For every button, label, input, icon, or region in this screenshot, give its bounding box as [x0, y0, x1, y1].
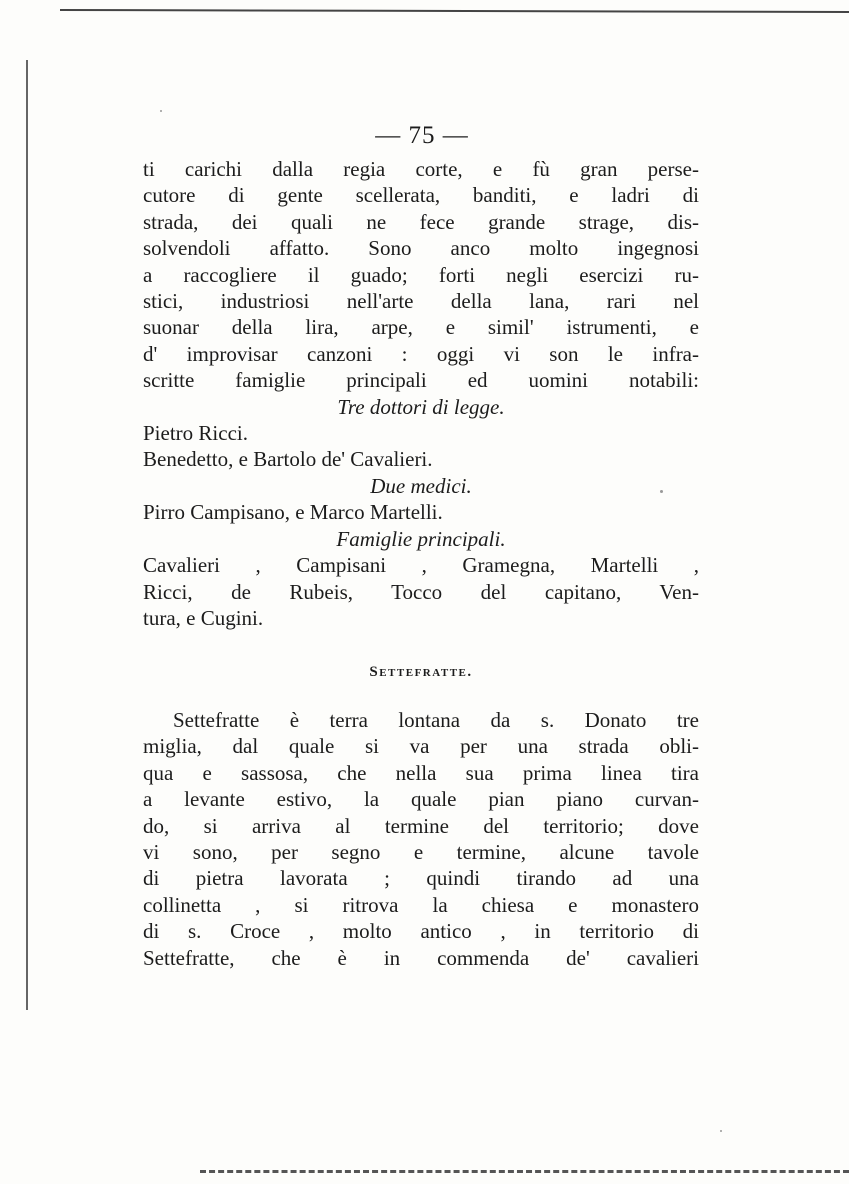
text-line: di s. Croce , molto antico , in territorio di — [143, 919, 699, 944]
text-line: Cavalieri , Campisani , Gramegna, Martelli , — [143, 553, 699, 578]
text-line: cutore di gente scellerata, banditi, e ladri di — [143, 183, 699, 208]
subheading-families: Famiglie principali. — [336, 526, 506, 551]
subheading-physicians: Due medici. — [370, 473, 472, 498]
text-line: strada, dei quali ne fece grande strage, dis- — [143, 209, 699, 234]
text-line: solvendoli affatto. Sono anco molto ingegnosi — [143, 236, 699, 261]
text-line: collinetta , si ritrova la chiesa e monastero — [143, 892, 699, 917]
top-rule — [60, 9, 849, 13]
text-line: Settefratte è terra lontana da s. Donato tre — [173, 708, 699, 732]
body-text — [143, 156, 699, 631]
text-line: miglia, dal quale si va per una strada obli- — [143, 734, 699, 759]
text-line: Ricci, de Rubeis, Tocco del capitano, Ven- — [143, 579, 699, 604]
text-line: qua e sassosa, che nella sua prima linea tira — [143, 760, 699, 785]
text-line: scritte famiglie principali ed uomini notabili: — [143, 368, 699, 393]
text-line: a levante estivo, la quale pian piano curvan- — [143, 787, 699, 812]
text-line: vi sono, per segno e termine, alcune tavole — [143, 840, 699, 865]
text-line: Settefratte, che è in commenda de' cavalieri — [143, 945, 699, 970]
text-line: di pietra lavorata ; quindi tirando ad una — [143, 866, 699, 891]
text-line: tura, e Cugini. — [143, 605, 264, 630]
text-line: do, si arriva al termine del territorio; dove — [143, 813, 699, 838]
page-number: — 75 — — [375, 122, 469, 149]
text-line: ti carichi dalla regia corte, e fù gran perse- — [143, 157, 699, 181]
text-line: suonar della lira, arpe, e simil' istrumenti, e — [143, 315, 699, 340]
text-line: a raccogliere il guado; forti negli esercizi ru- — [143, 262, 699, 287]
text-line: stici, industriosi nell'arte della lana, rari nel — [143, 289, 699, 314]
section-title: Settefratte. — [369, 664, 473, 680]
list-item: Pirro Campisano, e Marco Martelli. — [143, 500, 443, 525]
text-line: d' improvisar canzoni : oggi vi son le infra- — [143, 341, 699, 366]
bottom-rule — [200, 1170, 849, 1173]
paper-speck — [660, 490, 663, 493]
paper-speck — [720, 1130, 722, 1132]
left-margin-line — [26, 60, 28, 1010]
paper-speck — [160, 110, 162, 112]
list-item: Pietro Ricci. — [143, 421, 248, 446]
list-item: Benedetto, e Bartolo de' Cavalieri. — [143, 447, 433, 472]
subheading-doctors: Tre dottori di legge. — [337, 394, 505, 419]
body-text-section — [143, 707, 699, 971]
